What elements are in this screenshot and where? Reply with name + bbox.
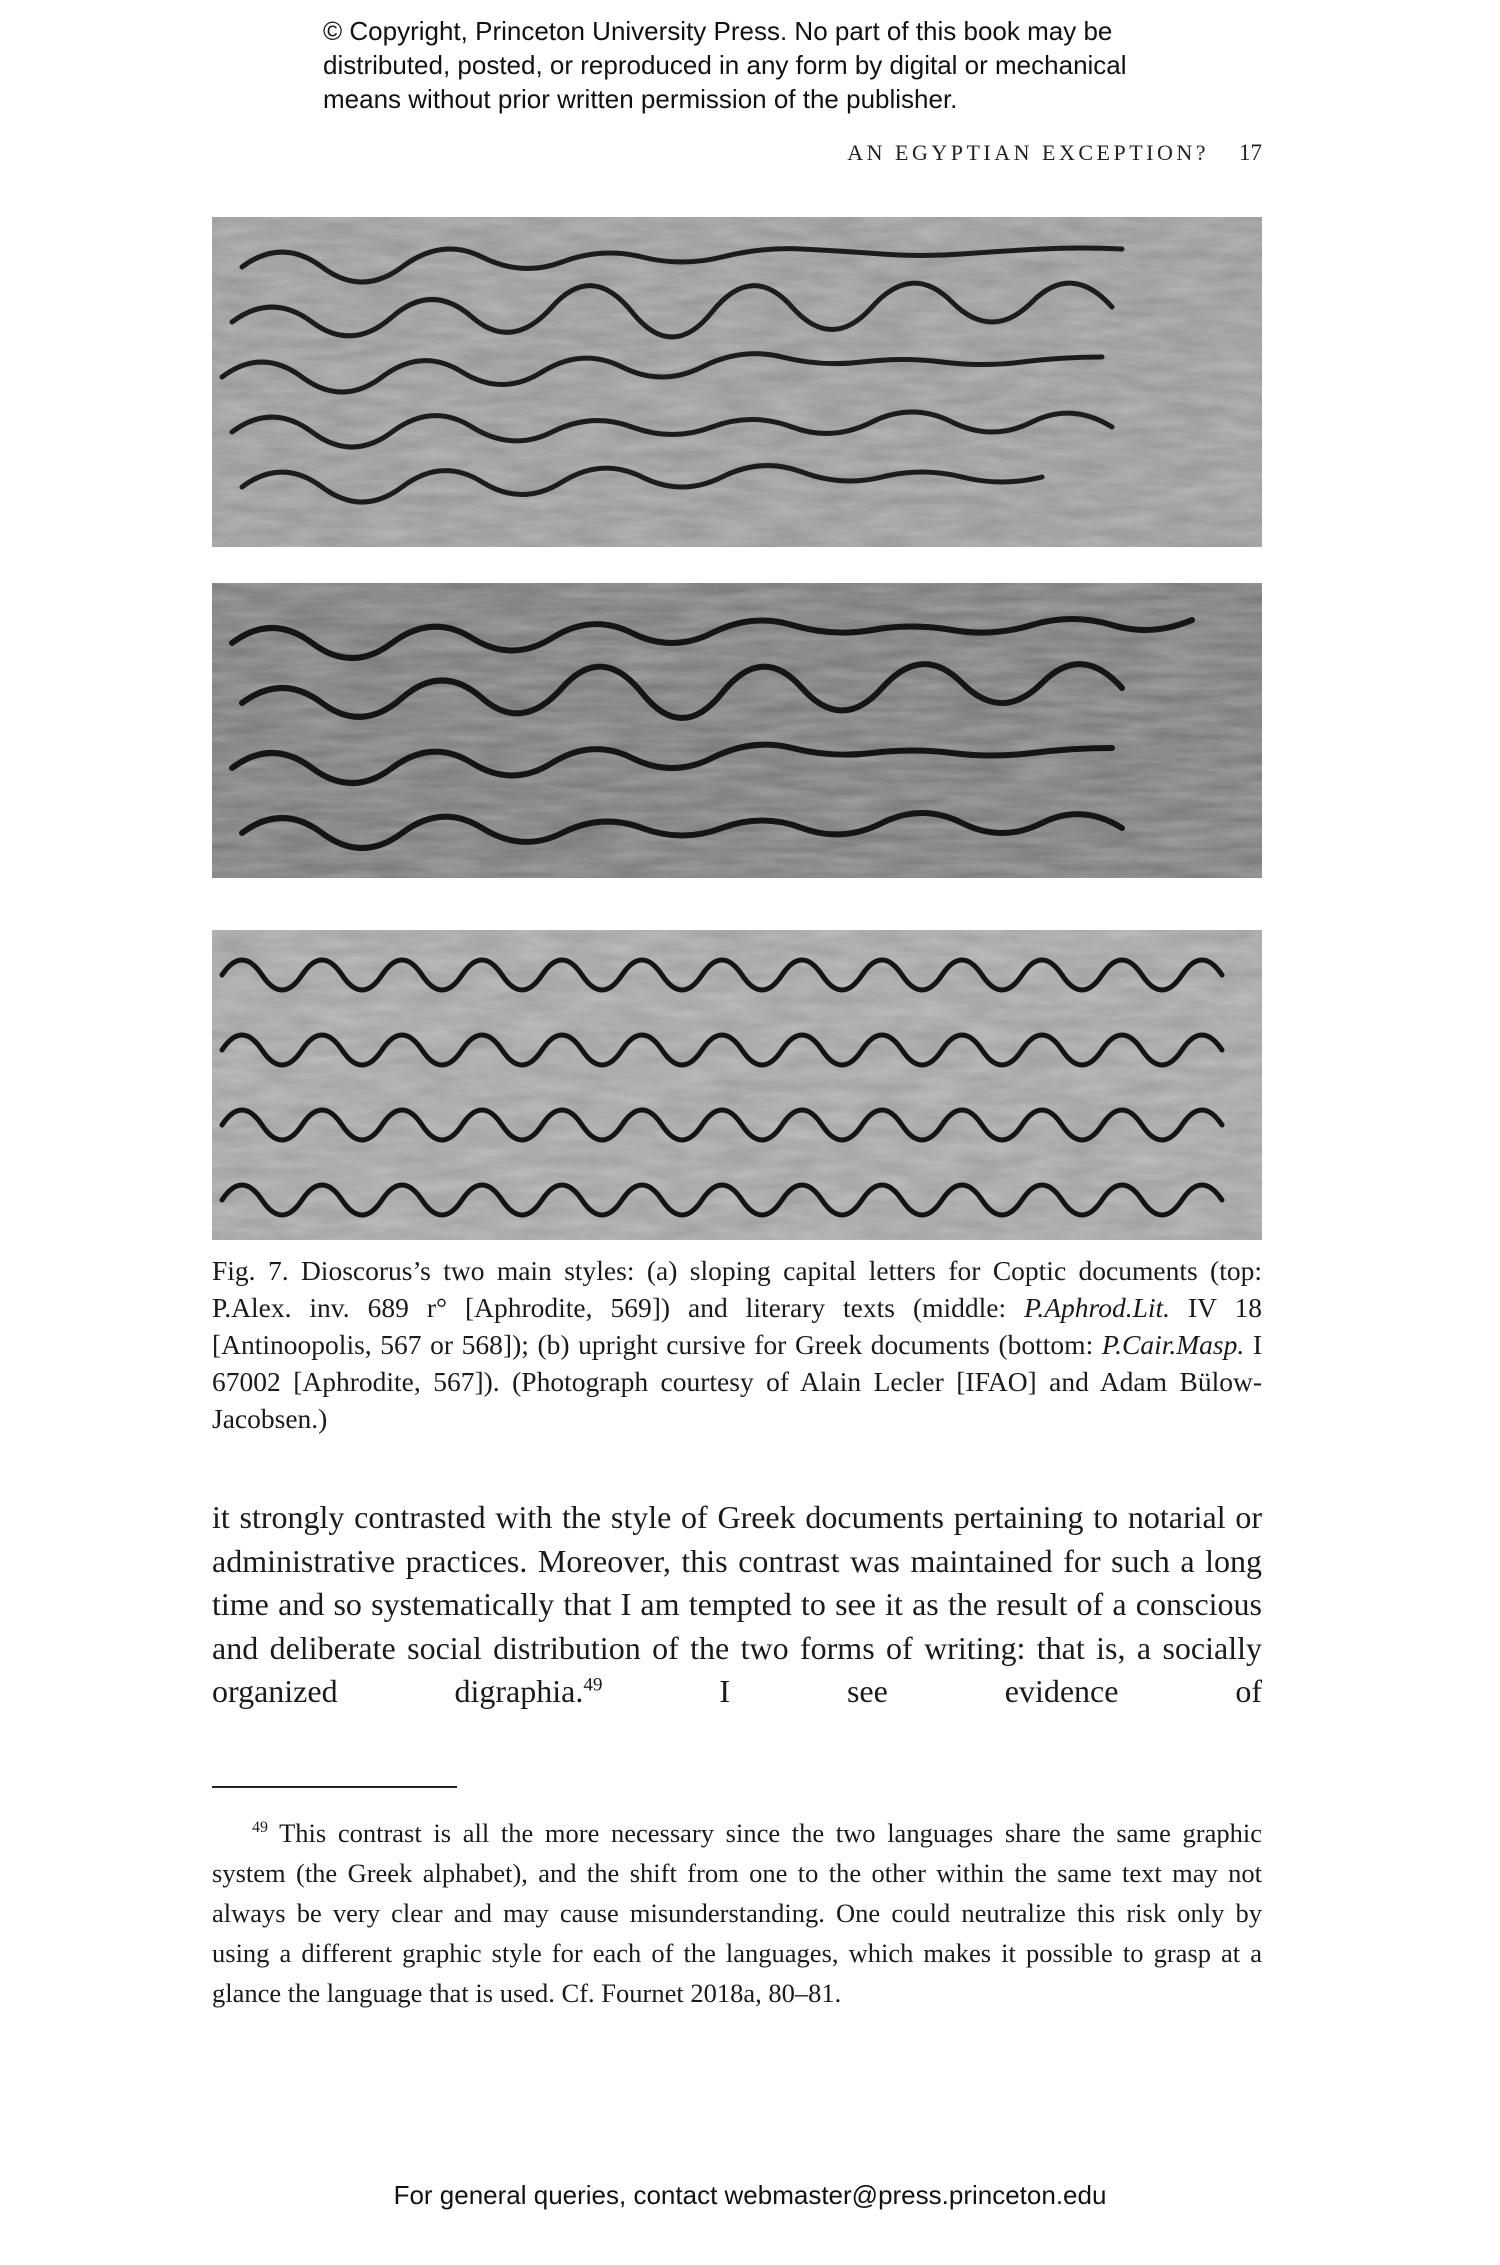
papyrus-image-middle	[212, 583, 1262, 878]
body-paragraph	[212, 1496, 1262, 1714]
footnote-49	[212, 1813, 1262, 2013]
caption-citation: P.Cair.Masp.	[1101, 1329, 1245, 1360]
footnote-text: This contrast is all the more necessary since the two languages share the same graphic system (the Greek alphabet), and the shift from one to the other within the same text may not always be very clear and may cause misunderstanding. One could neutralize this risk only by using a different graphic style for each of the languages, which makes it possible to grasp at a glance the language that is used. Cf. Fournet 2018a, 80–81.	[212, 1818, 1262, 2008]
footnote-number: 49	[252, 1819, 268, 1837]
page-number: 17	[1239, 140, 1262, 165]
papyrus-image-bottom	[212, 930, 1262, 1240]
caption-citation: P.Aphrod.Lit.	[1024, 1292, 1171, 1323]
footnote-divider	[212, 1786, 457, 1788]
body-text: I see evidence of	[602, 1673, 1263, 1709]
copyright-line: distributed, posted, or reproduced in any form by digital or mechanical	[323, 50, 1127, 80]
caption-text: IV 18 [Antinoopolis, 567 or 568]); (b) upright cursive for Greek documents (bottom:	[212, 1292, 1262, 1360]
footnote-reference[interactable]: 49	[583, 1674, 603, 1696]
copyright-line: © Copyright, Princeton University Press. No part of this book may be	[323, 16, 1113, 46]
caption-text: Fig. 7. Dioscorus’s two main styles: (a) sloping capital letters for Coptic documents (top: P.Alex. inv. 689 r° [Aphrodite, 569]) and literary texts (middle:	[212, 1255, 1262, 1323]
copyright-notice	[323, 14, 1223, 116]
body-text: it strongly contrasted with the style of Greek documents pertaining to notarial or administrative practices. Moreover, this contrast was maintained for such a long time and so systematically that I am tempted to see it as the result of a conscious and deliberate social distribution of the two forms of writing: that is, a socially organized digraphia.	[212, 1499, 1262, 1709]
figure-caption	[212, 1252, 1262, 1437]
caption-text: I 67002 [Aphrodite, 567]). (Photograph courtesy of Alain Lecler [IFAO] and Adam Bülow-Jacobsen.)	[212, 1329, 1262, 1434]
running-head-title: AN EGYPTIAN EXCEPTION?	[847, 140, 1209, 165]
running-head	[212, 140, 1262, 166]
papyrus-image-top	[212, 217, 1262, 547]
copyright-line: means without prior written permission of the publisher.	[323, 84, 958, 114]
footer-contact: For general queries, contact webmaster@press.princeton.edu	[393, 2180, 1107, 2210]
